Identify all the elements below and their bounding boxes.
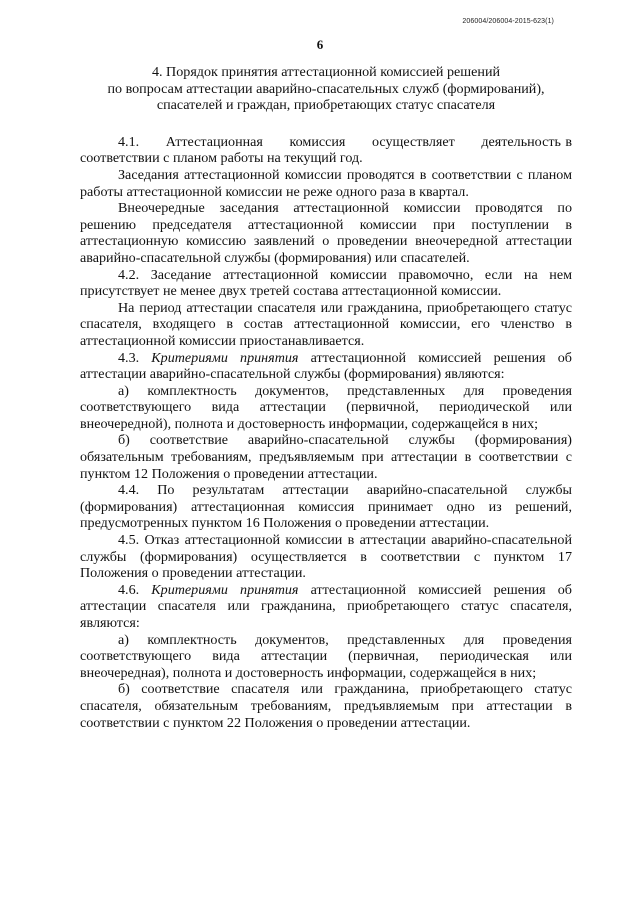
list-item-b: б) соответствие аварийно-спасательной службы (формирования) обязательным требованиям, предъявляемым при аттестации в соответствии с пунктом 12 Положения о проведении аттестации. [80, 432, 572, 482]
paragraph-text: аттестационной комиссией решения об аттестации спасателя или гражданина, приобретающего статус спасателя, являются: [80, 581, 572, 631]
list-item-a: а) комплектность документов, представленных для проведения соответствующего вида аттестации (первичная, периодическая или внеочередная), полнота и достоверность информации, содержащейся в них; [80, 631, 572, 681]
section-title [80, 64, 572, 114]
paragraph-text: аттестационной комиссией решения об аттестации аварийно-спасательной службы (формирования) являются: [80, 349, 572, 383]
paragraph-4-2: 4.2. Заседание аттестационной комиссии правомочно, если на нем присутствует не менее двух третей состава аттестационной комиссии. [80, 266, 572, 300]
list-item-b: б) соответствие спасателя или гражданина, приобретающего статус спасателя, обязательным требованиям, предъявляемым при аттестации в соответствии с пунктом 22 Положения о проведении аттестации. [80, 681, 572, 731]
paragraph: Заседания аттестационной комиссии проводятся в соответствии с планом работы аттестационной комиссии не реже одного раза в квартал. [80, 166, 572, 200]
paragraph-4-1: 4.1. Аттестационная комиссия осуществляет деятельность в соответствии с планом работы на текущий год. [80, 133, 576, 167]
paragraph-number: 4.6. [118, 581, 152, 598]
page-number: 6 [316, 37, 324, 52]
paragraph-4-6 [80, 582, 572, 632]
paragraph: Внеочередные заседания аттестационной комиссии проводятся по решению председателя аттестационной комиссии при поступлении в аттестационную комиссию заявлений о проведении внеочередной аттестации аварийно-спасательной службы (формирования) или спасателей. [80, 200, 572, 266]
emphasis-text: Критериями принятия [151, 349, 299, 366]
paragraph-4-3 [80, 350, 572, 383]
paragraph-4-4: 4.4. По результатам аттестации аварийно-спасательной службы (формирования) аттестационная комиссия принимает одно из решений, предусмотренных пунктом 16 Положения о проведении аттестации. [80, 482, 572, 532]
paragraph: На период аттестации спасателя или гражданина, приобретающего статус спасателя, входящего в состав аттестационной комиссии, его членство в аттестационной комиссии приостанавливается. [80, 299, 572, 349]
section-title-line: по вопросам аттестации аварийно-спасательных служб (формирований), [107, 80, 545, 97]
list-item-a: а) комплектность документов, представленных для проведения соответствующего вида аттестации (первичной, периодической или внеочередной), полнота и достоверность информации, содержащейся в них; [80, 382, 572, 432]
paragraph-4-5: 4.5. Отказ аттестационной комиссии в аттестации аварийно-спасательной службы (формирования) осуществляется в соответствии с пунктом 17 Положения о проведении аттестации. [80, 532, 572, 582]
document-body [80, 64, 576, 731]
document-id: 206004/206004-2015-623(1) [462, 18, 554, 25]
section-title-line: спасателей и граждан, приобретающих статус спасателя [156, 97, 496, 114]
section-title-line: 4. Порядок принятия аттестационной комиссией решений [151, 64, 501, 80]
emphasis-text: Критериями принятия [151, 581, 299, 598]
paragraph-number: 4.3. [118, 349, 152, 366]
